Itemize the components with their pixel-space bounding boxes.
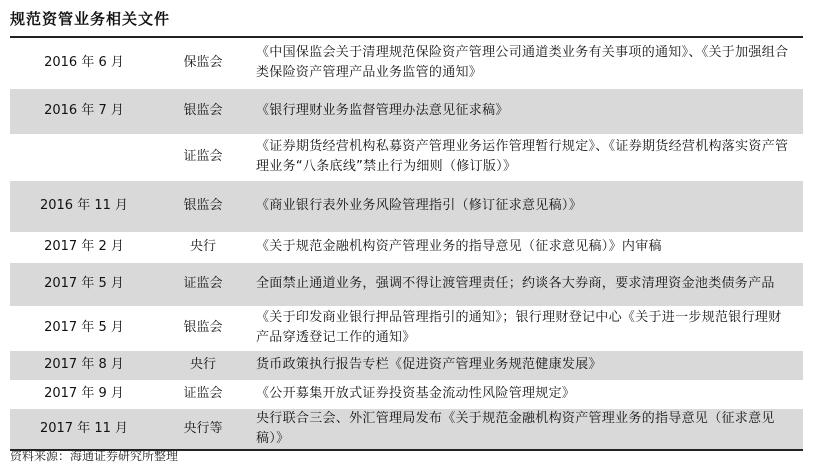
row-desc: 全面禁止通道业务，强调不得让渡管理责任；约谈各大券商，要求清理资金池类债务产品 [248,262,803,306]
table-row [10,232,803,262]
row-desc: 《商业银行表外业务风险管理指引（修订征求意见稿）》 [248,180,803,232]
row-date: 2017 年 5 月 [10,262,158,306]
row-date: 2016 年 7 月 [10,88,158,134]
row-org: 保监会 [158,38,248,88]
table-row [10,306,803,350]
row-date [10,134,158,180]
row-date: 2017 年 5 月 [10,306,158,350]
row-date: 2016 年 6 月 [10,38,158,88]
row-desc: 《公开募集开放式证券投资基金流动性风险管理规定》 [248,380,803,408]
table-row [10,380,803,408]
row-date: 2017 年 8 月 [10,350,158,380]
row-date: 2017 年 9 月 [10,380,158,408]
row-desc: 《中国保监会关于清理规范保险资产管理公司通道类业务有关事项的通知》、《关于加强组合类保险资产管理产品业务监管的通知》 [248,38,803,88]
row-desc: 《证券期货经营机构私募资产管理业务运作管理暂行规定》、《证券期货经营机构落实资产管理业务“八条底线”禁止行为细则（修订版）》 [248,134,803,180]
source-note: 资料来源：海通证券研究所整理 [10,449,179,463]
table-row [10,180,803,232]
row-desc: 央行联合三会、外汇管理局发布《关于规范金融机构资产管理业务的指导意见（征求意见稿）》 [248,408,803,450]
table-row [10,88,803,134]
row-date: 2017 年 11 月 [10,408,158,450]
table-row [10,38,803,88]
table-row [10,408,803,450]
table-row [10,350,803,380]
table-row [10,134,803,180]
row-org: 银监会 [158,88,248,134]
row-org: 央行 [158,232,248,262]
row-date: 2017 年 2 月 [10,232,158,262]
row-date: 2016 年 11 月 [10,180,158,232]
row-org: 证监会 [158,262,248,306]
row-org: 证监会 [158,134,248,180]
row-desc: 货币政策执行报告专栏《促进资产管理业务规范健康发展》 [248,350,803,380]
row-org: 银监会 [158,180,248,232]
row-org: 央行 [158,350,248,380]
page-title: 规范资管业务相关文件 [10,10,171,28]
row-org: 银监会 [158,306,248,350]
row-desc: 《关于规范金融机构资产管理业务的指导意见（征求意见稿）》内审稿 [248,232,803,262]
documents-table [10,38,803,451]
row-desc: 《银行理财业务监督管理办法意见征求稿》 [248,88,803,134]
row-org: 央行等 [158,408,248,450]
row-org: 证监会 [158,380,248,408]
row-desc: 《关于印发商业银行押品管理指引的通知》；银行理财登记中心《关于进一步规范银行理财产品穿透登记工作的通知》 [248,306,803,350]
table-row [10,262,803,306]
